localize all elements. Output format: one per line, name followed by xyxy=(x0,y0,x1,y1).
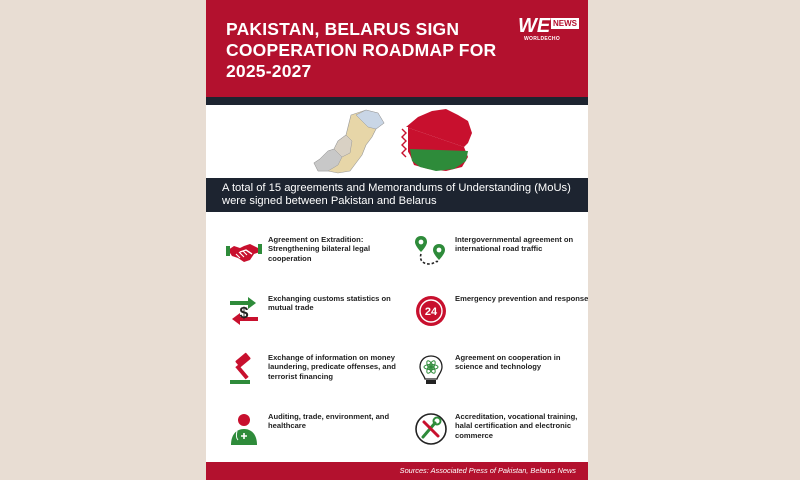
handshake-icon xyxy=(226,234,262,270)
agreement-item-emergency xyxy=(413,293,588,343)
belarus-map-icon xyxy=(400,109,472,171)
item-label: Exchange of information on money laundering, predicate offenses, and terrorist financing xyxy=(268,353,396,381)
science-bulb-icon xyxy=(413,352,449,388)
divider-bar xyxy=(206,97,588,105)
item-label: Emergency prevention and response xyxy=(455,294,588,303)
worldecho-logo xyxy=(518,14,580,48)
sources-text: Sources: Associated Press of Pakistan, Belarus News xyxy=(399,466,576,475)
title-line-3: 2025-2027 xyxy=(226,61,312,81)
infographic-poster xyxy=(206,0,588,480)
item-label: Agreement on cooperation in science and technology xyxy=(455,353,561,372)
svg-text:$: $ xyxy=(239,305,249,322)
summary-text: A total of 15 agreements and Memorandums of Understanding (MoUs) were signed between Pakistan and Belarus xyxy=(222,182,571,207)
agreement-item-customs xyxy=(226,293,401,343)
agreement-item-money-laundering xyxy=(226,352,401,402)
item-label: Accreditation, vocational training, halal certification and electronic commerce xyxy=(455,412,578,440)
agreement-item-accreditation xyxy=(413,411,588,461)
tools-icon xyxy=(413,411,449,447)
agreement-item-auditing xyxy=(226,411,401,461)
gavel-icon xyxy=(226,352,262,388)
logo-badge: NEWS xyxy=(553,19,577,28)
customs-exchange-icon xyxy=(226,293,262,329)
title-line-2: COOPERATION ROADMAP FOR xyxy=(226,40,497,60)
pakistan-map-icon xyxy=(314,110,384,173)
footer xyxy=(206,462,588,480)
header xyxy=(206,0,588,97)
page-title xyxy=(226,19,516,82)
logo-sub: WORLDECHO xyxy=(524,36,561,42)
summary-banner xyxy=(206,178,588,212)
emergency-24-icon xyxy=(413,293,449,329)
agreement-item-science xyxy=(413,352,588,402)
item-label: Agreement on Extradition: Strengthening bilateral legal cooperation xyxy=(268,235,371,263)
doctor-icon xyxy=(226,411,262,447)
title-line-1: PAKISTAN, BELARUS SIGN xyxy=(226,19,460,39)
country-maps xyxy=(206,105,588,178)
item-label: Auditing, trade, environment, and healthcare xyxy=(268,412,390,431)
logo-mark: WE xyxy=(518,15,551,37)
route-icon xyxy=(413,234,449,270)
agreement-item-road-traffic xyxy=(413,234,588,284)
svg-text:24: 24 xyxy=(424,306,438,318)
item-label: Exchanging customs statistics on mutual trade xyxy=(268,294,391,313)
item-label: Intergovernmental agreement on international road traffic xyxy=(455,235,574,254)
agreement-item-extradition xyxy=(226,234,401,284)
